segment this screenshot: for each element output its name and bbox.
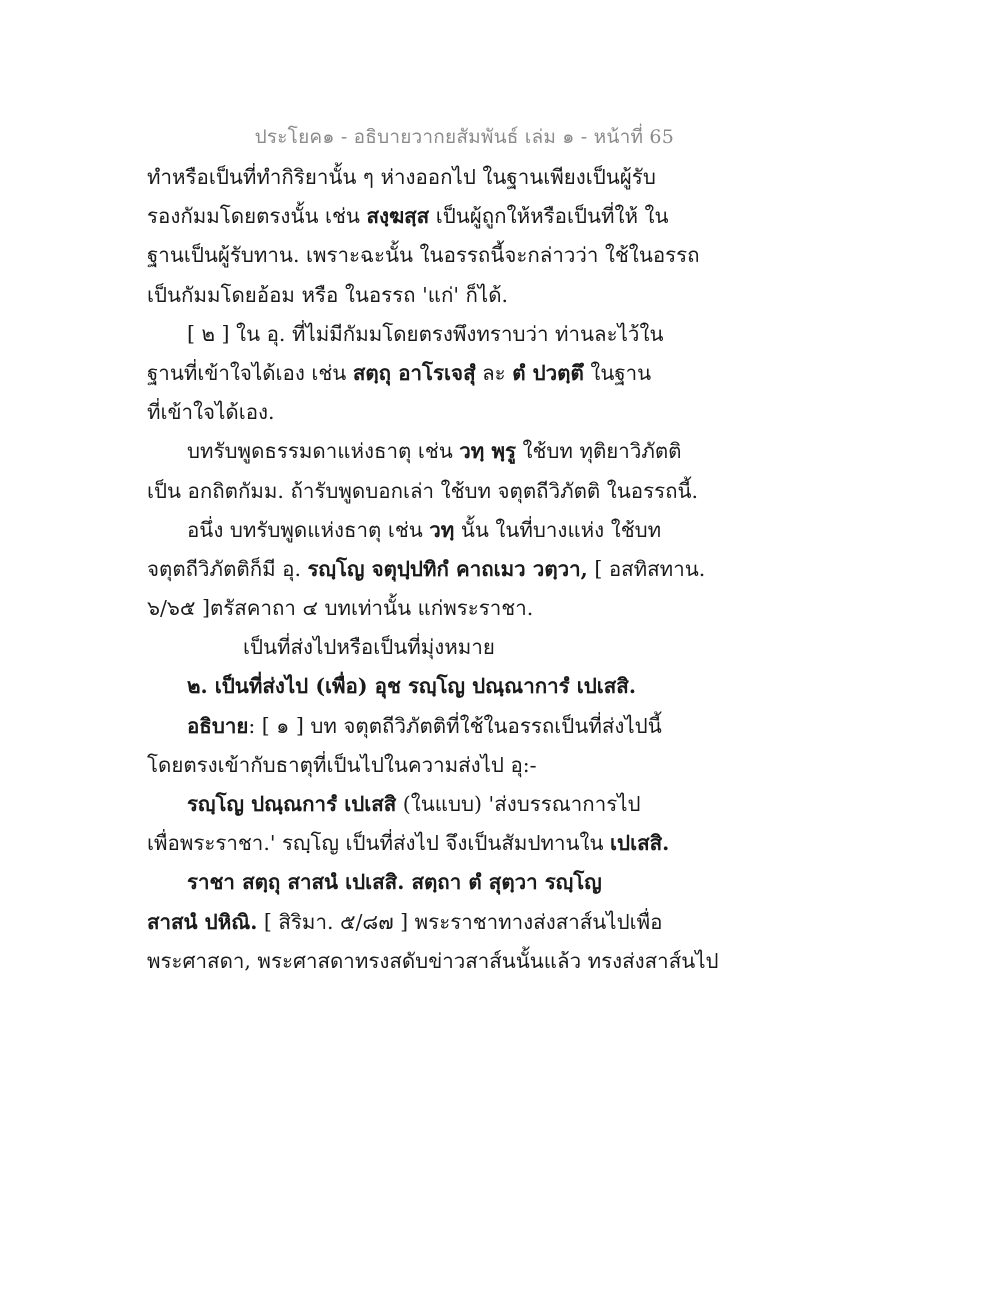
text-segment: ที่เข้าใจได้เอง. bbox=[147, 400, 275, 425]
text-segment: [ สิริมา. ๕/๘๗ ] พระราชาทางส่งสาส์นไปเพื่อ bbox=[257, 909, 663, 934]
bold-text: สตฺถุ อาโรเจสุํ bbox=[352, 360, 476, 385]
text-segment: พระศาสดา, พระศาสดาทรงสดับข่าวสาส์นนั้นแล้ว ทรงส่งสาส์นไป bbox=[147, 948, 719, 973]
text-line bbox=[147, 393, 687, 432]
text-line bbox=[147, 628, 687, 667]
text-line bbox=[147, 746, 687, 785]
text-segment: บทรับพูดธรรมดาแห่งธาตุ เช่น bbox=[187, 439, 460, 464]
text-line bbox=[147, 236, 700, 275]
text-segment: ๖/๖๕ ]ตรัสคาถา ๔ บทเท่านั้น แก่พระราชา. bbox=[147, 596, 534, 621]
running-header: ประโยค๑ - อธิบายวากยสัมพันธ์ เล่ม ๑ - หน้าที่ 65 bbox=[254, 126, 674, 148]
text-line bbox=[147, 824, 687, 863]
text-line bbox=[147, 785, 687, 824]
text-line bbox=[147, 863, 687, 902]
bold-text: รญฺโญ จตุปฺปทิกํ คาถเมว วตฺวา, bbox=[307, 556, 588, 581]
text-line bbox=[147, 707, 687, 746]
text-segment: ใช้บท ทุติยาวิภัตติ bbox=[515, 439, 682, 464]
bold-text: ตํ ปวตฺตึ bbox=[512, 360, 584, 385]
text-line bbox=[147, 315, 687, 354]
text-segment: เป็นที่ส่งไปหรือเป็นที่มุ่งหมาย bbox=[243, 635, 495, 660]
text-segment: รองกัมมโดยตรงนั้น เช่น bbox=[147, 204, 367, 229]
text-line bbox=[147, 903, 687, 942]
text-segment: ฐานเป็นผู้รับทาน. เพราะฉะนั้น ในอรรถนี้จะกล่าวว่า ใช้ในอรรถ bbox=[147, 243, 700, 268]
text-line bbox=[147, 667, 687, 706]
text-segment: [ ๒ ] ใน อุ. ที่ไม่มีกัมมโดยตรงพึงทราบว่า ท่านละไว้ใน bbox=[187, 321, 664, 346]
bold-text: ราชา สตฺถุ สาสนํ เปเสสิ. สตฺถา ตํ สุตฺวา รญฺโญ bbox=[187, 870, 602, 895]
text-segment: ฐานที่เข้าใจได้เอง เช่น bbox=[147, 360, 353, 385]
text-segment: จตุตถีวิภัตติก็มี อุ. bbox=[147, 556, 308, 581]
text-line bbox=[147, 511, 687, 550]
bold-text: อธิบาย bbox=[187, 713, 249, 738]
text-segment: (ในแบบ) 'ส่งบรรณาการไป bbox=[396, 792, 641, 816]
text-segment: เพื่อพระราชา.' รญฺโญ เป็นที่ส่งไป จึงเป็นสัมปทานใน bbox=[147, 831, 611, 856]
text-segment: เป็นกัมมโดยอ้อม หรือ ในอรรถ 'แก่' ก็ได้. bbox=[147, 282, 509, 307]
text-segment: นั้น ในที่บางแห่ง ใช้บท bbox=[454, 517, 662, 542]
text-segment: เป็นผู้ถูกให้หรือเป็นที่ให้ ใน bbox=[429, 204, 669, 229]
text-line bbox=[147, 472, 699, 511]
text-line bbox=[147, 432, 687, 471]
text-line bbox=[147, 158, 687, 197]
bold-text: สาสนํ ปหิณิ. bbox=[147, 909, 258, 934]
text-line bbox=[147, 276, 687, 315]
bold-text: ๒. เป็นที่ส่งไป (เพื่อ) อุช รญฺโญ ปณฺณาการํ เปเสสิ. bbox=[187, 674, 636, 699]
text-segment: ทำหรือเป็นที่ทำกิริยานั้น ๆ ห่างออกไป ในฐานเพียงเป็นผู้รับ bbox=[147, 165, 656, 189]
text-segment: โดยตรงเข้ากับธาตุที่เป็นไปในความส่งไป อุ:- bbox=[147, 752, 537, 777]
text-line bbox=[147, 354, 687, 393]
bold-text: วทฺ พฺรู bbox=[459, 439, 516, 464]
text-segment: อนึ่ง บทรับพูดแห่งธาตุ เช่น bbox=[187, 517, 430, 542]
text-segment: [ อสทิสทาน. bbox=[587, 556, 706, 581]
bold-text: เปเสสิ. bbox=[610, 831, 670, 856]
bold-text: รญฺโญ ปณฺณการํ เปเสสิ bbox=[187, 792, 397, 816]
bold-text: สงฺฆสฺส bbox=[366, 204, 430, 229]
bold-text: วทฺ bbox=[429, 517, 455, 542]
text-line bbox=[147, 589, 687, 628]
document-body bbox=[147, 158, 719, 981]
text-segment: : [ ๑ ] บท จตุตถีวิภัตติที่ใช้ในอรรถเป็นที่ส่งไปนี้ bbox=[248, 713, 662, 738]
text-segment: ในฐาน bbox=[583, 360, 652, 385]
text-line bbox=[147, 197, 687, 236]
text-line bbox=[147, 550, 706, 589]
text-segment: เป็น อกถิตกัมม. ถ้ารับพูดบอกเล่า ใช้บท จตุตถีวิภัตติ ในอรรถนี้. bbox=[147, 478, 699, 503]
text-line bbox=[147, 942, 719, 981]
text-segment: ละ bbox=[475, 360, 513, 385]
